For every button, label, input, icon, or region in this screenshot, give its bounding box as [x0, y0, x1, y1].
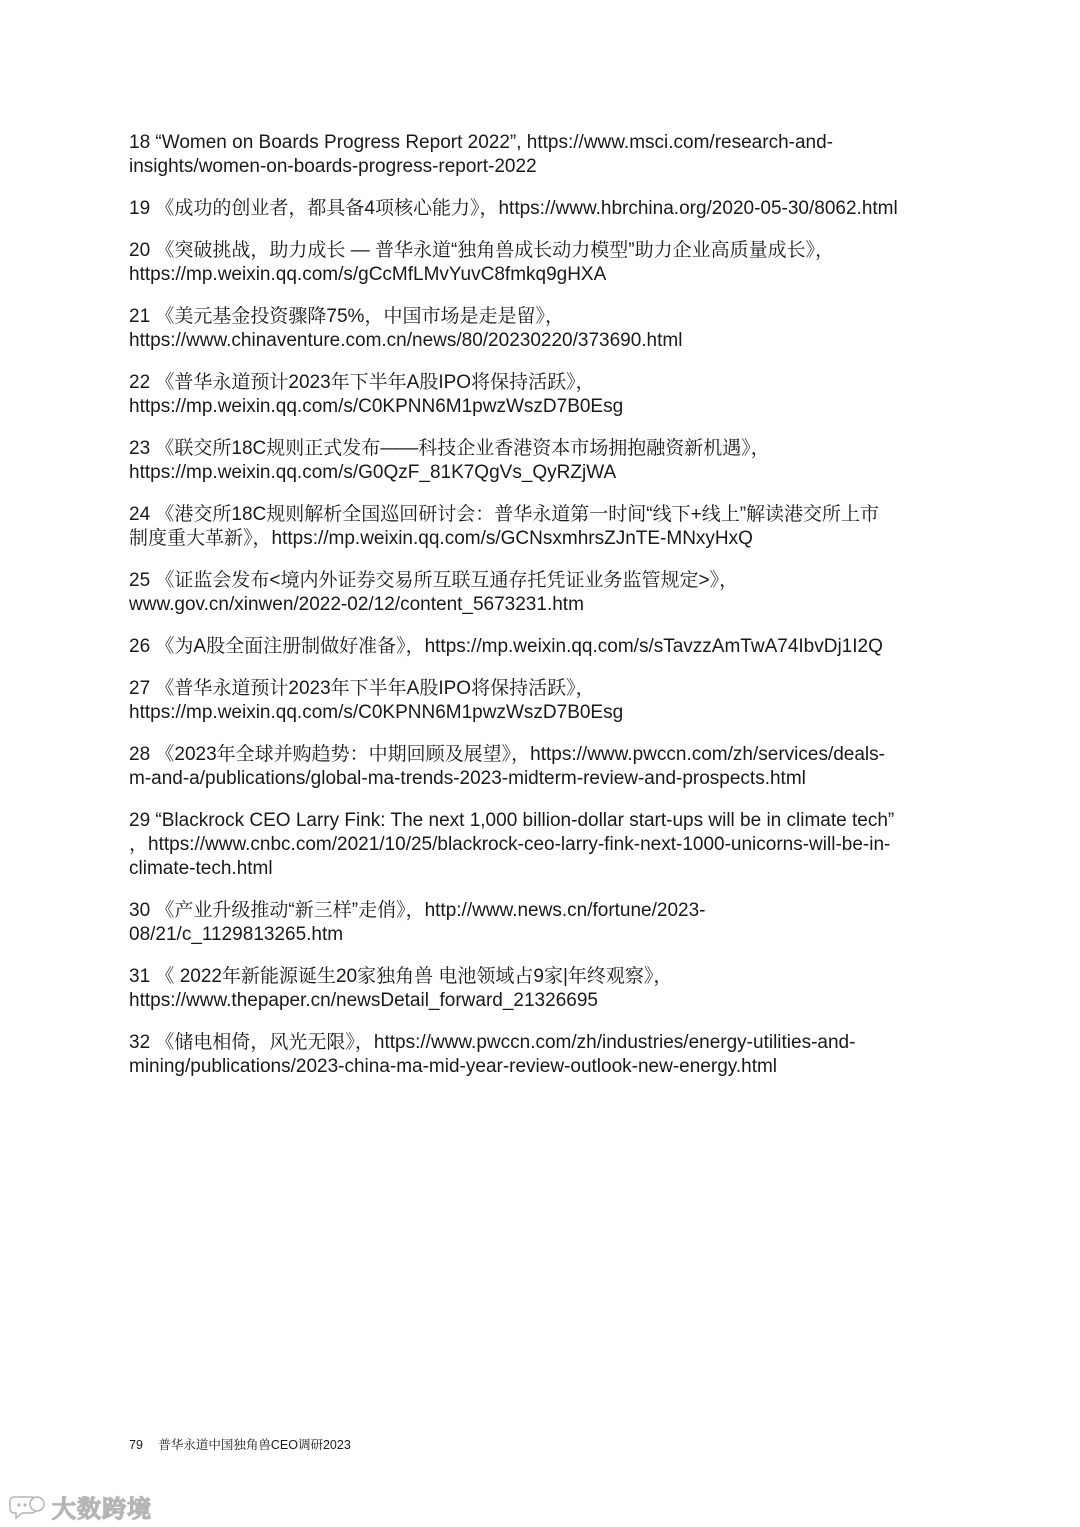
reference-line: 08/21/c_1129813265.htm — [129, 924, 344, 945]
reference-item — [129, 743, 959, 791]
reference-item — [129, 677, 959, 725]
reference-line: 32 《储电相倚，风光无限》，https://www.pwccn.com/zh/industries/energy-utilities-and- — [129, 1032, 856, 1053]
reference-line: 18 “Women on Boards Progress Report 2022”, https://www.msci.com/research-and- — [129, 132, 833, 153]
reference-item — [129, 371, 959, 419]
reference-item — [129, 305, 959, 353]
reference-line: 28 《2023年全球并购趋势：中期回顾及展望》，https://www.pwccn.com/zh/services/deals- — [129, 744, 885, 765]
page-number: 79 — [129, 1438, 143, 1452]
reference-line: 19 《成功的创业者，都具备4项核心能力》，https://www.hbrchina.org/2020-05-30/8062.html — [129, 198, 898, 219]
reference-item — [129, 569, 959, 617]
reference-line: 29 “Blackrock CEO Larry Fink: The next 1,000 billion-dollar start-ups will be in climate tech” — [129, 810, 895, 831]
reference-line: https://www.thepaper.cn/newsDetail_forward_21326695 — [129, 990, 598, 1011]
reference-line: 23 《联交所18C规则正式发布——科技企业香港资本市场拥抱融资新机遇》， — [129, 438, 770, 459]
reference-line: https://mp.weixin.qq.com/s/C0KPNN6M1pwzWszD7B0Esg — [129, 396, 624, 417]
reference-line: 25 《证监会发布<境内外证券交易所互联互通存托凭证业务监管规定>》， — [129, 570, 739, 591]
reference-line: 31 《 2022年新能源诞生20家独角兽 电池领域占9家|年终观察》， — [129, 966, 673, 987]
reference-line: insights/women-on-boards-progress-report-2022 — [129, 156, 537, 177]
reference-line: https://mp.weixin.qq.com/s/C0KPNN6M1pwzWszD7B0Esg — [129, 702, 624, 723]
reference-line: ，https://www.cnbc.com/2021/10/25/blackrock-ceo-larry-fink-next-1000-unicorns-will-be-in- — [129, 834, 891, 855]
reference-line: www.gov.cn/xinwen/2022-02/12/content_5673231.htm — [129, 594, 584, 615]
reference-line: 21 《美元基金投资骤降75%，中国市场是走是留》， — [129, 306, 564, 327]
reference-item — [129, 635, 959, 659]
reference-line: 20 《突破挑战，助力成长 — 普华永道“独角兽成长动力模型”助力企业高质量成长》， — [129, 240, 835, 261]
reference-line: 30 《产业升级推动“新三样”走俏》，http://www.news.cn/fortune/2023- — [129, 900, 706, 921]
reference-list — [129, 131, 959, 1097]
reference-item — [129, 1031, 959, 1079]
watermark — [8, 1489, 152, 1524]
reference-item — [129, 965, 959, 1013]
reference-item — [129, 197, 959, 221]
reference-line: 22 《普华永道预计2023年下半年A股IPO将保持活跃》， — [129, 372, 595, 393]
reference-line: 制度重大革新》，https://mp.weixin.qq.com/s/GCNsxmhrsZJnTE-MNxyHxQ — [129, 528, 753, 549]
reference-line: 26 《为A股全面注册制做好准备》，https://mp.weixin.qq.com/s/sTavzzAmTwA74IbvDj1I2Q — [129, 636, 883, 657]
reference-line: https://mp.weixin.qq.com/s/G0QzF_81K7QgVs_QyRZjWA — [129, 462, 617, 483]
reference-item — [129, 503, 959, 551]
reference-item — [129, 239, 959, 287]
chat-bubble-icon — [8, 1493, 48, 1521]
page-footer — [129, 1435, 351, 1453]
reference-item — [129, 131, 959, 179]
reference-line: 27 《普华永道预计2023年下半年A股IPO将保持活跃》， — [129, 678, 595, 699]
footer-title: 普华永道中国独角兽CEO调研2023 — [158, 1438, 351, 1452]
reference-line: https://mp.weixin.qq.com/s/gCcMfLMvYuvC8fmkq9gHXA — [129, 264, 607, 285]
reference-item — [129, 899, 959, 947]
reference-item — [129, 809, 959, 881]
reference-item — [129, 437, 959, 485]
watermark-text: 大数跨境 — [52, 1496, 152, 1523]
reference-line: m-and-a/publications/global-ma-trends-2023-midterm-review-and-prospects.html — [129, 768, 806, 789]
reference-line: https://www.chinaventure.com.cn/news/80/20230220/373690.html — [129, 330, 683, 351]
reference-line: mining/publications/2023-china-ma-mid-year-review-outlook-new-energy.html — [129, 1056, 778, 1077]
reference-line: 24 《港交所18C规则解析全国巡回研讨会：普华永道第一时间“线下+线上”解读港交所上市 — [129, 504, 880, 525]
reference-line: climate-tech.html — [129, 858, 273, 879]
